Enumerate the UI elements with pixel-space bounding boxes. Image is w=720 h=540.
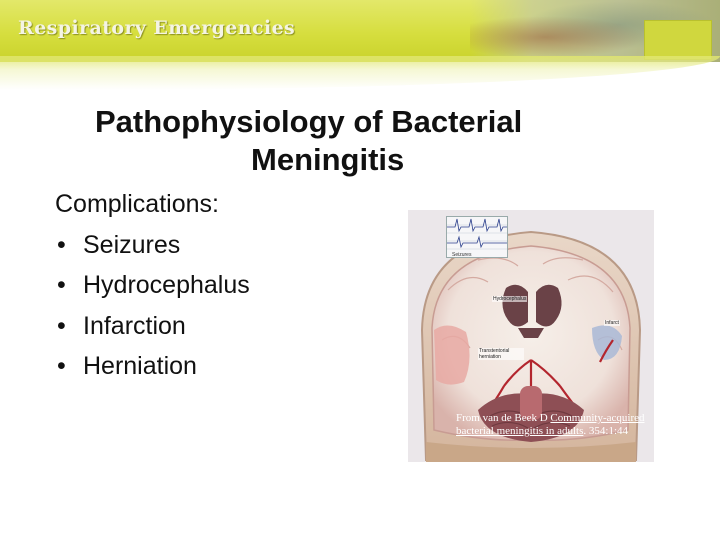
- list-item: • Herniation: [55, 346, 250, 387]
- slide-body: [55, 184, 250, 387]
- caption-suffix: . 354:1:44: [583, 425, 629, 437]
- slide-title-line1: Pathophysiology of Bacterial: [95, 104, 523, 139]
- banner-title: Respiratory Emergencies: [18, 17, 296, 39]
- slide-title-line2: Meningitis: [251, 142, 405, 177]
- complications-list: [55, 225, 250, 387]
- figure-caption: [456, 412, 648, 438]
- banner-box: [644, 20, 712, 60]
- list-item: • Infarction: [55, 306, 250, 347]
- banner-swoosh: [0, 56, 720, 90]
- label-infarct: Infarct: [605, 320, 619, 326]
- caption-link[interactable]: Community-acquired bacterial meningitis in adults: [456, 412, 645, 437]
- complications-heading: Complications:: [55, 190, 219, 218]
- slide-title: [95, 103, 615, 179]
- label-hydrocephalus: Hydrocephalus: [493, 296, 527, 302]
- eeg-trace-image: [447, 217, 507, 257]
- header-banner: [0, 0, 720, 62]
- label-seizures: Seizures: [452, 252, 472, 258]
- label-herniation: Transtentorial herniation: [478, 348, 524, 360]
- list-item: • Hydrocephalus: [55, 265, 250, 306]
- list-item: • Seizures: [55, 225, 250, 266]
- caption-prefix: From van de Beek D: [456, 412, 551, 424]
